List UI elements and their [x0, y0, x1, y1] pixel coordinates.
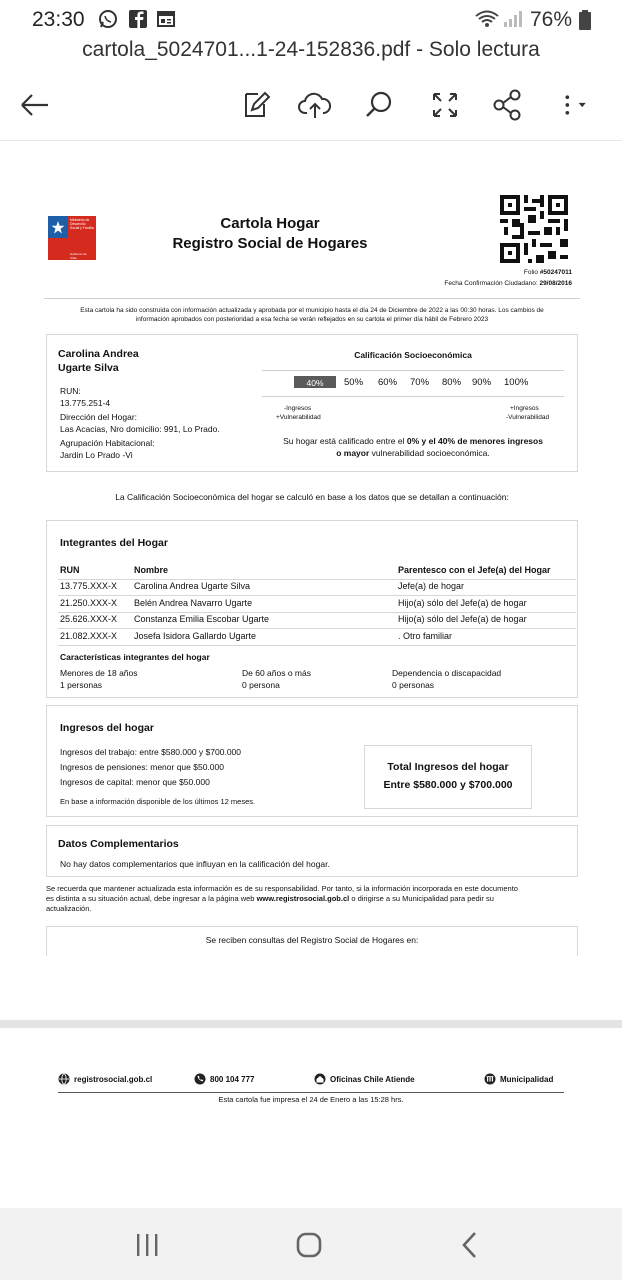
- building-icon: [314, 1073, 326, 1085]
- row-name: Carolina Andrea Ugarte Silva: [134, 581, 251, 591]
- income-title: Ingresos del hogar: [60, 722, 154, 734]
- reminder-line-2a: es distinta a su situación actual, debe ingresar a la página web: [46, 894, 257, 903]
- calification-scale: [294, 376, 564, 390]
- seniors-label: De 60 años o más: [242, 668, 311, 678]
- table-row: [58, 629, 576, 645]
- table-row: [58, 579, 576, 595]
- calification-divider: [262, 370, 564, 371]
- logo-text: Ministerio de Desarrollo Social y Familia: [70, 218, 94, 230]
- signal-icon: [502, 9, 524, 29]
- minors-label: Menores de 18 años: [60, 668, 138, 678]
- confirmation-date: [380, 280, 572, 287]
- divider: [44, 298, 580, 299]
- consult-text: Se reciben consultas del Registro Social de Hogares en:: [205, 935, 419, 945]
- person-first-name: Carolina Andrea: [58, 348, 139, 360]
- printed-date: Esta cartola fue impresa el 24 de Enero a las 15:28 hrs.: [218, 1095, 404, 1104]
- qr-code: [500, 195, 568, 263]
- cartola-subtitle: Registro Social de Hogares: [172, 235, 368, 252]
- footer-phone-label: 800 104 777: [210, 1075, 255, 1084]
- group-value: Jardin Lo Prado -Vi: [60, 450, 133, 460]
- battery-icon: [578, 9, 592, 29]
- reminder-line-3: actualización.: [46, 904, 92, 913]
- reminder-text: [46, 884, 580, 914]
- complementary-box: [46, 825, 578, 877]
- footer-divider: [58, 1092, 564, 1093]
- complementary-title: Datos Complementarios: [58, 838, 179, 850]
- calification-statement-1: [262, 436, 564, 446]
- fecha-value: 29/08/2016: [539, 280, 572, 287]
- calif-text-a: Su hogar está calificado entre el: [283, 436, 407, 446]
- whatsapp-icon: [98, 9, 118, 29]
- intro-line-2: información aprobados con posterioridad a esa fecha se verán reflejados en su cartola el primer día hábil de Febrero 2023: [135, 316, 489, 323]
- row-relation: . Otro familiar: [398, 631, 453, 641]
- cloud-upload-icon[interactable]: [298, 88, 332, 122]
- total-income-value: Entre $580.000 y $700.000: [383, 779, 513, 791]
- toolbar: [0, 80, 622, 128]
- total-income-box: [364, 745, 532, 809]
- left-scale-2: +Vulnerabilidad: [276, 414, 321, 421]
- income-capital: Ingresos de capital: menor que $50.000: [60, 777, 210, 787]
- folio: [440, 269, 572, 276]
- page-separator: [0, 1020, 622, 1028]
- row-name: Belén Andrea Navarro Ugarte: [134, 598, 253, 608]
- facebook-icon: [128, 9, 148, 29]
- dependency-label: Dependencia o discapacidad: [392, 668, 502, 678]
- footer-muni-label: Municipalidad: [500, 1075, 554, 1084]
- globe-icon: [58, 1073, 70, 1085]
- status-bar: [0, 0, 622, 38]
- calculation-text: La Calificación Socioeconómica del hogar se calculó en base a los datos que se detallan a continuación:: [115, 492, 509, 502]
- calification-title: Calificación Socioeconómica: [354, 350, 472, 360]
- ministry-logo: [48, 216, 96, 260]
- row-run: 25.626.XXX-X: [60, 614, 118, 624]
- home-icon[interactable]: [292, 1228, 326, 1262]
- row-run: 21.250.XXX-X: [60, 598, 118, 608]
- segment-40: 40%: [306, 378, 324, 388]
- segment-70: 70%: [410, 377, 430, 388]
- cartola-title: Cartola Hogar: [220, 215, 320, 232]
- news-icon: [156, 9, 176, 29]
- logo-subtext: Gobierno de Chile: [70, 252, 87, 260]
- income-note: En base a información disponible de los últimos 12 meses.: [60, 797, 256, 806]
- row-relation: Jefe(a) de hogar: [398, 581, 465, 591]
- row-run: 13.775.XXX-X: [60, 581, 118, 591]
- calification-statement-2: [262, 448, 564, 458]
- row-relation: Hijo(a) sólo del Jefe(a) de hogar: [398, 598, 527, 608]
- address-label: Dirección del Hogar:: [60, 412, 138, 422]
- folio-label: Folio: [523, 269, 538, 276]
- navigation-bar: [0, 1208, 622, 1280]
- characteristics-title: Características integrantes del hogar: [60, 652, 210, 662]
- run-label: RUN:: [60, 386, 81, 396]
- person-last-name: Ugarte Silva: [58, 362, 119, 374]
- complementary-text: No hay datos complementarios que influyan en la calificación del hogar.: [60, 859, 330, 869]
- scale-divider: [262, 396, 564, 397]
- reminder-line-1: Se recuerda que mantener actualizada esta información es de su responsabilidad. Por tanto, si la información incorporada en este documento: [46, 884, 518, 893]
- members-title: Integrantes del Hogar: [60, 537, 168, 549]
- header-name: Nombre: [134, 565, 169, 575]
- segment-80: 80%: [442, 377, 462, 388]
- reminder-line-2c: o dirigirse a su Municipalidad para pedir su: [349, 894, 494, 903]
- row-relation: Hijo(a) sólo del Jefe(a) de hogar: [398, 614, 527, 624]
- income-work: Ingresos del trabajo: entre $580.000 y $700.000: [60, 747, 241, 757]
- run-value: 13.775.251-4: [60, 398, 111, 408]
- share-icon[interactable]: [490, 88, 524, 122]
- income-pension: Ingresos de pensiones: menor que $50.000: [60, 762, 224, 772]
- fecha-label: Fecha Confirmación Ciudadano:: [444, 280, 538, 287]
- consult-border-top: [46, 926, 578, 927]
- total-income-label: Total Ingresos del hogar: [387, 761, 509, 773]
- left-scale-1: -Ingresos: [284, 405, 312, 412]
- dependency-value: 0 personas: [392, 680, 435, 690]
- table-row: [58, 612, 576, 628]
- members-header-row: [58, 563, 576, 579]
- document-title: [0, 38, 622, 72]
- website-link[interactable]: www.registrosocial.gob.cl: [256, 894, 350, 903]
- more-icon[interactable]: [556, 88, 604, 122]
- segment-100: 100%: [504, 377, 529, 388]
- phone-icon: [194, 1073, 206, 1085]
- back-arrow-icon[interactable]: [18, 88, 52, 122]
- footer-office-label: Oficinas Chile Atiende: [330, 1075, 415, 1084]
- search-icon[interactable]: [362, 88, 396, 122]
- header-relation: Parentesco con el Jefe(a) del Hogar: [398, 565, 551, 575]
- intro-line-1: Esta cartola ha sido construida con información actualizada y aprobada por el municipio hasta el día 24 de Diciembre de 2022 a las 00:30 horas. Los cambios de: [80, 307, 544, 314]
- battery-percentage: 76%: [530, 8, 573, 31]
- calif-text-d: vulnerabilidad socioeconómica.: [369, 448, 490, 458]
- back-icon[interactable]: [454, 1228, 488, 1262]
- row-run: 21.082.XXX-X: [60, 631, 118, 641]
- recent-apps-icon[interactable]: [130, 1228, 164, 1262]
- edit-icon[interactable]: [238, 88, 272, 122]
- address-value: Las Acacias, Nro domicilio: 991, Lo Prado.: [60, 424, 220, 434]
- intro-text: [44, 306, 580, 324]
- calif-text-b: 0% y el 40% de menores ingresos: [406, 436, 543, 446]
- table-row: [58, 596, 576, 612]
- calif-text-c: o mayor: [336, 448, 370, 458]
- row-name: Constanza Emilia Escobar Ugarte: [134, 614, 270, 624]
- minors-value: 1 personas: [60, 680, 103, 690]
- group-label: Agrupación Habitacional:: [60, 438, 155, 448]
- right-scale-1: +Ingresos: [510, 405, 539, 412]
- segment-50: 50%: [344, 377, 364, 388]
- expand-icon[interactable]: [428, 88, 462, 122]
- header-run: RUN: [60, 565, 80, 575]
- segment-60: 60%: [378, 377, 398, 388]
- footer-web-label: registrosocial.gob.cl: [74, 1075, 153, 1084]
- right-scale-2: -Vulnerabilidad: [506, 414, 550, 421]
- segment-90: 90%: [472, 377, 492, 388]
- row-divider: [58, 645, 576, 646]
- folio-value: #50247011: [539, 269, 572, 276]
- document-title-text: cartola_5024701...1-24-152836.pdf - Solo lectura: [82, 38, 540, 61]
- municipality-icon: [484, 1073, 496, 1085]
- wifi-icon: [474, 9, 500, 29]
- seniors-value: 0 persona: [242, 680, 280, 690]
- status-time: 23:30: [32, 8, 85, 31]
- row-name: Josefa Isidora Gallardo Ugarte: [134, 631, 257, 641]
